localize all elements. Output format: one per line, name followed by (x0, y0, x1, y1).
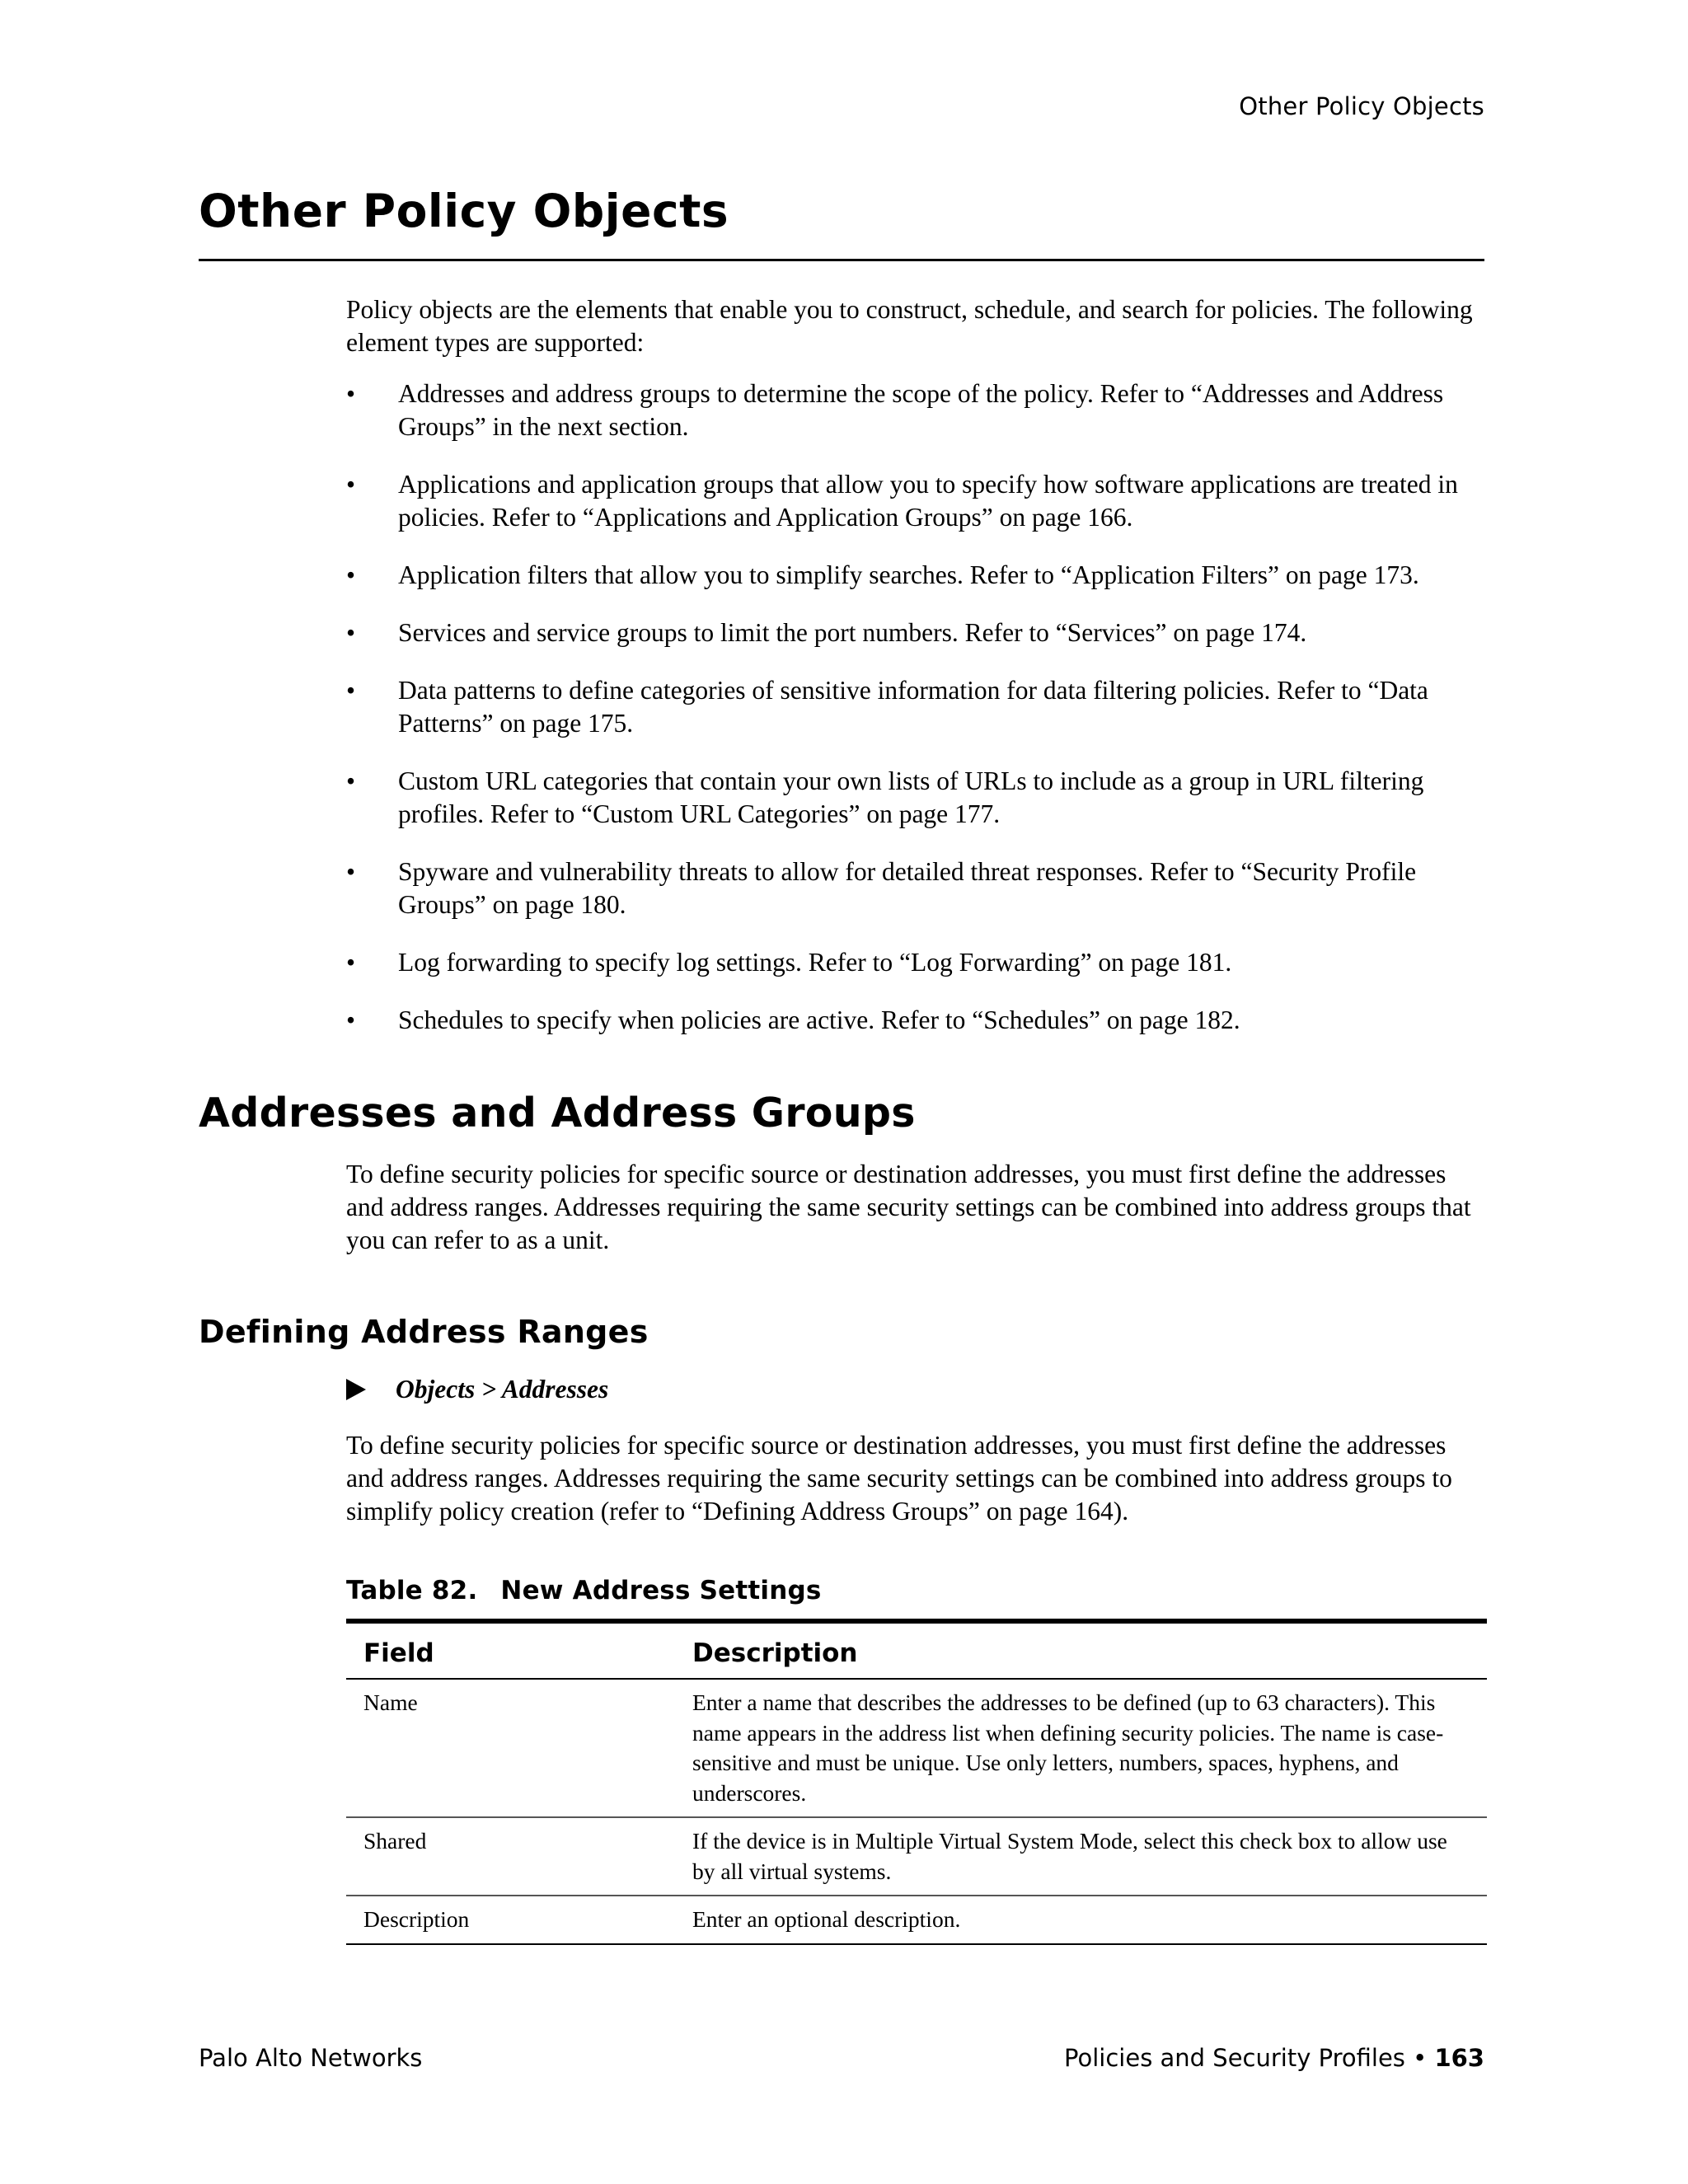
list-item-text: Addresses and address groups to determine the scope of the policy. Refer to “Addresses and Address Groups” in the next section. (398, 379, 1444, 441)
table-row (346, 1817, 1487, 1896)
list-item (346, 559, 1500, 592)
table-caption (346, 1576, 822, 1605)
bullet-icon: • (346, 676, 356, 705)
table-row (346, 1896, 1487, 1944)
list-item-text: Services and service groups to limit the port numbers. Refer to “Services” on page 174. (398, 618, 1307, 647)
table-cell-field: Description (346, 1896, 675, 1944)
bullet-icon: • (346, 470, 356, 499)
list-item-text: Custom URL categories that contain your own lists of URLs to include as a group in URL filtering profiles. Refer to “Custom URL Categories” on page 177. (398, 766, 1424, 828)
list-item (346, 468, 1500, 534)
footer-page-info (1064, 2044, 1484, 2072)
page-number: 163 (1434, 2044, 1484, 2072)
table-cell-description: If the device is in Multiple Virtual System Mode, select this check box to allow use by all virtual systems. (675, 1817, 1487, 1896)
addresses-paragraph: To define security policies for specific source or destination addresses, you must first define the addresses and address ranges. Addresses requiring the same security settings can be combined into address groups that you can refer to as a unit. (346, 1160, 1471, 1254)
bullet-icon: • (346, 379, 356, 408)
address-ranges-paragraph: To define security policies for specific source or destination addresses, you must first define the addresses and address ranges. Addresses requiring the same security settings can be combined into address groups to simplify policy creation (refer to “Defining Address Groups” on page 164). (346, 1431, 1452, 1526)
new-address-settings-table (346, 1619, 1487, 1945)
table-cell-field: Name (346, 1679, 675, 1817)
bullet-icon: • (346, 948, 356, 977)
bullet-icon: • (346, 618, 356, 647)
table-header-row (346, 1621, 1487, 1679)
bullet-icon: • (346, 1005, 356, 1034)
bullet-icon: • (346, 857, 356, 886)
running-head: Other Policy Objects (1239, 92, 1484, 120)
column-header-description: Description (675, 1621, 1487, 1679)
triangle-right-icon (346, 1379, 366, 1400)
section-title-other-policy-objects: Other Policy Objects (199, 185, 729, 237)
list-item-text: Spyware and vulnerability threats to allow for detailed threat responses. Refer to “Security Profile Groups” on page 180. (398, 857, 1417, 919)
list-item-text: Schedules to specify when policies are active. Refer to “Schedules” on page 182. (398, 1005, 1240, 1034)
list-item-text: Applications and application groups that allow you to specify how software applications are treated in policies. Refer to “Applications and Application Groups” on page 166. (398, 470, 1458, 532)
title-rule (199, 259, 1484, 261)
footer-section-name: Policies and Security Profiles (1064, 2044, 1405, 2072)
table-caption-title: New Address Settings (500, 1576, 822, 1605)
list-item-text: Application filters that allow you to simplify searches. Refer to “Application Filters” on page 173. (398, 560, 1419, 589)
footer-company: Palo Alto Networks (199, 2044, 423, 2072)
section-title-addresses-and-address-groups: Addresses and Address Groups (199, 1090, 916, 1137)
list-item (346, 855, 1500, 921)
intro-paragraph: Policy objects are the elements that enable you to construct, schedule, and search for policies. The following element types are supported: (346, 295, 1473, 357)
column-header-field: Field (346, 1621, 675, 1679)
navigation-path (346, 1373, 608, 1406)
table-caption-number: Table 82. (346, 1576, 478, 1605)
bullet-icon: • (346, 560, 356, 589)
list-item-text: Data patterns to define categories of sensitive information for data filtering policies. Refer to “Data Patterns” on page 175. (398, 676, 1428, 738)
section-title-defining-address-ranges: Defining Address Ranges (199, 1314, 649, 1350)
list-item (346, 765, 1500, 831)
element-types-list (346, 377, 1500, 1062)
footer-separator: • (1413, 2044, 1428, 2072)
bullet-icon: • (346, 766, 356, 795)
list-item-text: Log forwarding to specify log settings. Refer to “Log Forwarding” on page 181. (398, 948, 1232, 977)
list-item (346, 616, 1500, 649)
list-item (346, 674, 1500, 740)
table-cell-description: Enter an optional description. (675, 1896, 1487, 1944)
table-cell-field: Shared (346, 1817, 675, 1896)
table-cell-description: Enter a name that describes the addresses to be defined (up to 63 characters). This name appears in the address list when defining security policies. The name is case-sensitive and must be unique. Use only letters, numbers, spaces, hyphens, and underscores. (675, 1679, 1487, 1817)
list-item (346, 1004, 1500, 1037)
list-item (346, 946, 1500, 979)
navigation-path-text: Objects > Addresses (396, 1375, 609, 1404)
table-row (346, 1679, 1487, 1817)
list-item (346, 377, 1500, 443)
